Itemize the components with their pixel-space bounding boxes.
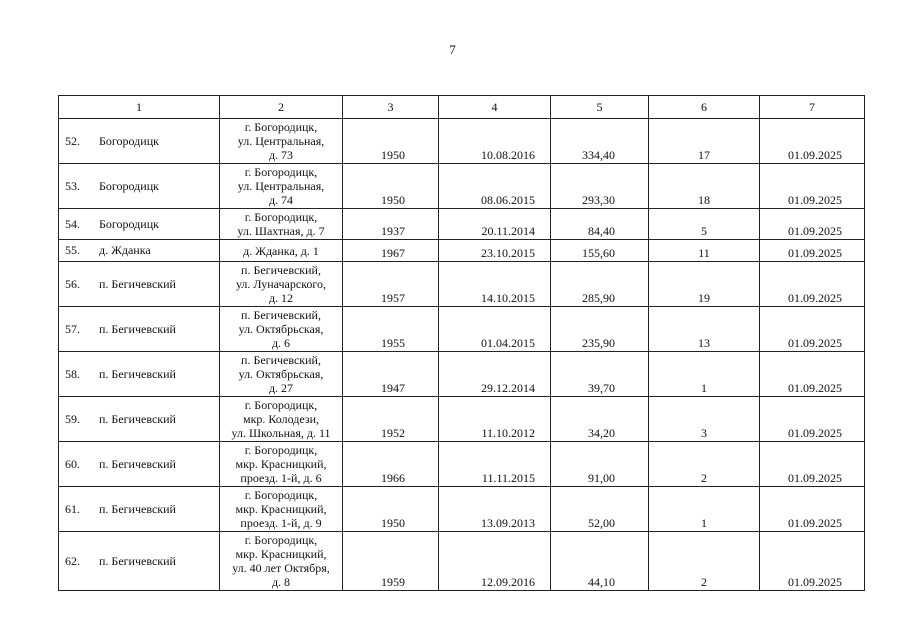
address-line: п. Бегичевский, — [241, 353, 321, 367]
settlement-name: п. Бегичевский — [99, 366, 176, 381]
date-cell: 10.08.2016 — [439, 119, 551, 164]
area-cell: 334,40 — [551, 119, 649, 164]
address-cell — [220, 164, 343, 209]
area-cell: 39,70 — [551, 352, 649, 397]
address-line: г. Богородицк, — [244, 120, 318, 134]
date-cell: 13.09.2013 — [439, 487, 551, 532]
deadline-cell: 01.09.2025 — [760, 397, 865, 442]
address-cell — [220, 307, 343, 352]
housing-registry-table — [58, 95, 865, 591]
row-number: 52. — [65, 133, 80, 148]
settlement-cell — [59, 397, 220, 442]
deadline-cell: 01.09.2025 — [760, 442, 865, 487]
count-cell: 2 — [649, 532, 760, 591]
row-number: 54. — [65, 216, 80, 231]
table-row — [59, 487, 865, 532]
settlement-cell — [59, 487, 220, 532]
row-number: 55. — [65, 243, 80, 257]
table-row — [59, 352, 865, 397]
address-line: п. Бегичевский, — [241, 263, 321, 277]
settlement-cell — [59, 209, 220, 240]
settlement-cell — [59, 352, 220, 397]
table-row — [59, 307, 865, 352]
settlement-cell — [59, 164, 220, 209]
address-cell — [220, 262, 343, 307]
settlement-name: Богородицк — [99, 178, 159, 193]
address-line: д. 74 — [268, 193, 294, 207]
address-cell — [220, 209, 343, 240]
year-cell: 1966 — [343, 442, 439, 487]
year-cell: 1952 — [343, 397, 439, 442]
address-line: ул. Шахтная, д. 7 — [237, 224, 325, 238]
address-line: д. Жданка, д. 1 — [243, 243, 319, 258]
date-cell: 12.09.2016 — [439, 532, 551, 591]
table-row — [59, 397, 865, 442]
deadline-cell: 01.09.2025 — [760, 262, 865, 307]
date-cell: 11.10.2012 — [439, 397, 551, 442]
date-cell: 01.04.2015 — [439, 307, 551, 352]
address-line: д. 73 — [268, 148, 294, 162]
settlement-name: п. Бегичевский — [99, 553, 176, 568]
table-row — [59, 262, 865, 307]
row-number: 53. — [65, 178, 80, 193]
settlement-name: Богородицк — [99, 216, 159, 231]
area-cell: 91,00 — [551, 442, 649, 487]
settlement-cell — [59, 240, 220, 262]
year-cell: 1950 — [343, 487, 439, 532]
date-cell: 08.06.2015 — [439, 164, 551, 209]
column-header-7: 7 — [760, 96, 865, 119]
address-line: ул. Октябрьская, — [238, 322, 324, 336]
table-row — [59, 442, 865, 487]
settlement-name: п. Бегичевский — [99, 411, 176, 426]
column-header-6: 6 — [649, 96, 760, 119]
address-line: г. Богородицк, — [244, 398, 318, 412]
table-row — [59, 119, 865, 164]
row-number: 58. — [65, 366, 80, 381]
settlement-name: п. Бегичевский — [99, 501, 176, 516]
address-line: мкр. Красницкий, — [235, 547, 327, 561]
count-cell: 13 — [649, 307, 760, 352]
date-cell: 14.10.2015 — [439, 262, 551, 307]
address-line: г. Богородицк, — [244, 443, 318, 457]
address-line: г. Богородицк, — [244, 488, 318, 502]
settlement-name: п. Бегичевский — [99, 276, 176, 291]
count-cell: 11 — [649, 240, 760, 262]
table-header — [59, 96, 865, 119]
address-cell — [220, 119, 343, 164]
date-cell: 23.10.2015 — [439, 240, 551, 262]
address-line: ул. Центральная, — [237, 134, 325, 148]
settlement-cell — [59, 119, 220, 164]
count-cell: 1 — [649, 352, 760, 397]
table-row — [59, 164, 865, 209]
table-row — [59, 240, 865, 262]
area-cell: 44,10 — [551, 532, 649, 591]
year-cell: 1937 — [343, 209, 439, 240]
table-body — [59, 119, 865, 591]
table-row — [59, 532, 865, 591]
deadline-cell: 01.09.2025 — [760, 532, 865, 591]
settlement-cell — [59, 532, 220, 591]
count-cell: 17 — [649, 119, 760, 164]
year-cell: 1967 — [343, 240, 439, 262]
column-header-4: 4 — [439, 96, 551, 119]
settlement-name: п. Бегичевский — [99, 456, 176, 471]
header-row — [59, 96, 865, 119]
count-cell: 2 — [649, 442, 760, 487]
address-line: ул. Школьная, д. 11 — [231, 426, 331, 440]
address-cell — [220, 442, 343, 487]
area-cell: 285,90 — [551, 262, 649, 307]
address-line: ул. Октябрьская, — [238, 367, 324, 381]
address-line: г. Богородицк, — [244, 165, 318, 179]
address-line: мкр. Красницкий, — [235, 457, 327, 471]
address-cell — [220, 487, 343, 532]
address-cell — [220, 397, 343, 442]
row-number: 57. — [65, 321, 80, 336]
address-line: д. 8 — [271, 575, 291, 589]
year-cell: 1950 — [343, 119, 439, 164]
settlement-cell — [59, 442, 220, 487]
column-header-5: 5 — [551, 96, 649, 119]
area-cell: 84,40 — [551, 209, 649, 240]
deadline-cell: 01.09.2025 — [760, 307, 865, 352]
deadline-cell: 01.09.2025 — [760, 119, 865, 164]
address-line: п. Бегичевский, — [241, 308, 321, 322]
area-cell: 155,60 — [551, 240, 649, 262]
address-line: проезд. 1-й, д. 6 — [240, 471, 322, 485]
address-line: г. Богородицк, — [244, 533, 318, 547]
settlement-cell — [59, 307, 220, 352]
column-header-3: 3 — [343, 96, 439, 119]
deadline-cell: 01.09.2025 — [760, 164, 865, 209]
deadline-cell: 01.09.2025 — [760, 240, 865, 262]
count-cell: 19 — [649, 262, 760, 307]
settlement-name: Богородицк — [99, 133, 159, 148]
address-line: проезд. 1-й, д. 9 — [240, 516, 322, 530]
date-cell: 20.11.2014 — [439, 209, 551, 240]
year-cell: 1947 — [343, 352, 439, 397]
address-line: ул. 40 лет Октября, — [232, 561, 330, 575]
count-cell: 5 — [649, 209, 760, 240]
address-line: мкр. Красницкий, — [235, 502, 327, 516]
address-line: д. 27 — [268, 381, 294, 395]
address-line: д. 6 — [271, 336, 291, 350]
row-number: 60. — [65, 456, 80, 471]
page-number: 7 — [449, 42, 456, 57]
settlement-cell — [59, 262, 220, 307]
year-cell: 1955 — [343, 307, 439, 352]
address-line: г. Богородицк, — [244, 210, 318, 224]
table-row — [59, 209, 865, 240]
year-cell: 1959 — [343, 532, 439, 591]
count-cell: 3 — [649, 397, 760, 442]
count-cell: 18 — [649, 164, 760, 209]
address-line: мкр. Колодези, — [242, 412, 320, 426]
area-cell: 235,90 — [551, 307, 649, 352]
address-cell — [220, 532, 343, 591]
area-cell: 34,20 — [551, 397, 649, 442]
year-cell: 1957 — [343, 262, 439, 307]
date-cell: 11.11.2015 — [439, 442, 551, 487]
address-line: д. 12 — [268, 291, 294, 305]
row-number: 61. — [65, 501, 80, 516]
date-cell: 29.12.2014 — [439, 352, 551, 397]
address-line: ул. Центральная, — [237, 179, 325, 193]
count-cell: 1 — [649, 487, 760, 532]
row-number: 56. — [65, 276, 80, 291]
row-number: 62. — [65, 553, 80, 568]
address-line: ул. Луначарского, — [235, 277, 327, 291]
deadline-cell: 01.09.2025 — [760, 352, 865, 397]
column-header-2: 2 — [220, 96, 343, 119]
area-cell: 293,30 — [551, 164, 649, 209]
deadline-cell: 01.09.2025 — [760, 487, 865, 532]
address-cell — [220, 352, 343, 397]
address-cell — [220, 240, 343, 262]
settlement-name: п. Бегичевский — [99, 321, 176, 336]
column-header-1: 1 — [59, 96, 220, 119]
settlement-name: д. Жданка — [99, 243, 151, 257]
deadline-cell: 01.09.2025 — [760, 209, 865, 240]
row-number: 59. — [65, 411, 80, 426]
year-cell: 1950 — [343, 164, 439, 209]
area-cell: 52,00 — [551, 487, 649, 532]
